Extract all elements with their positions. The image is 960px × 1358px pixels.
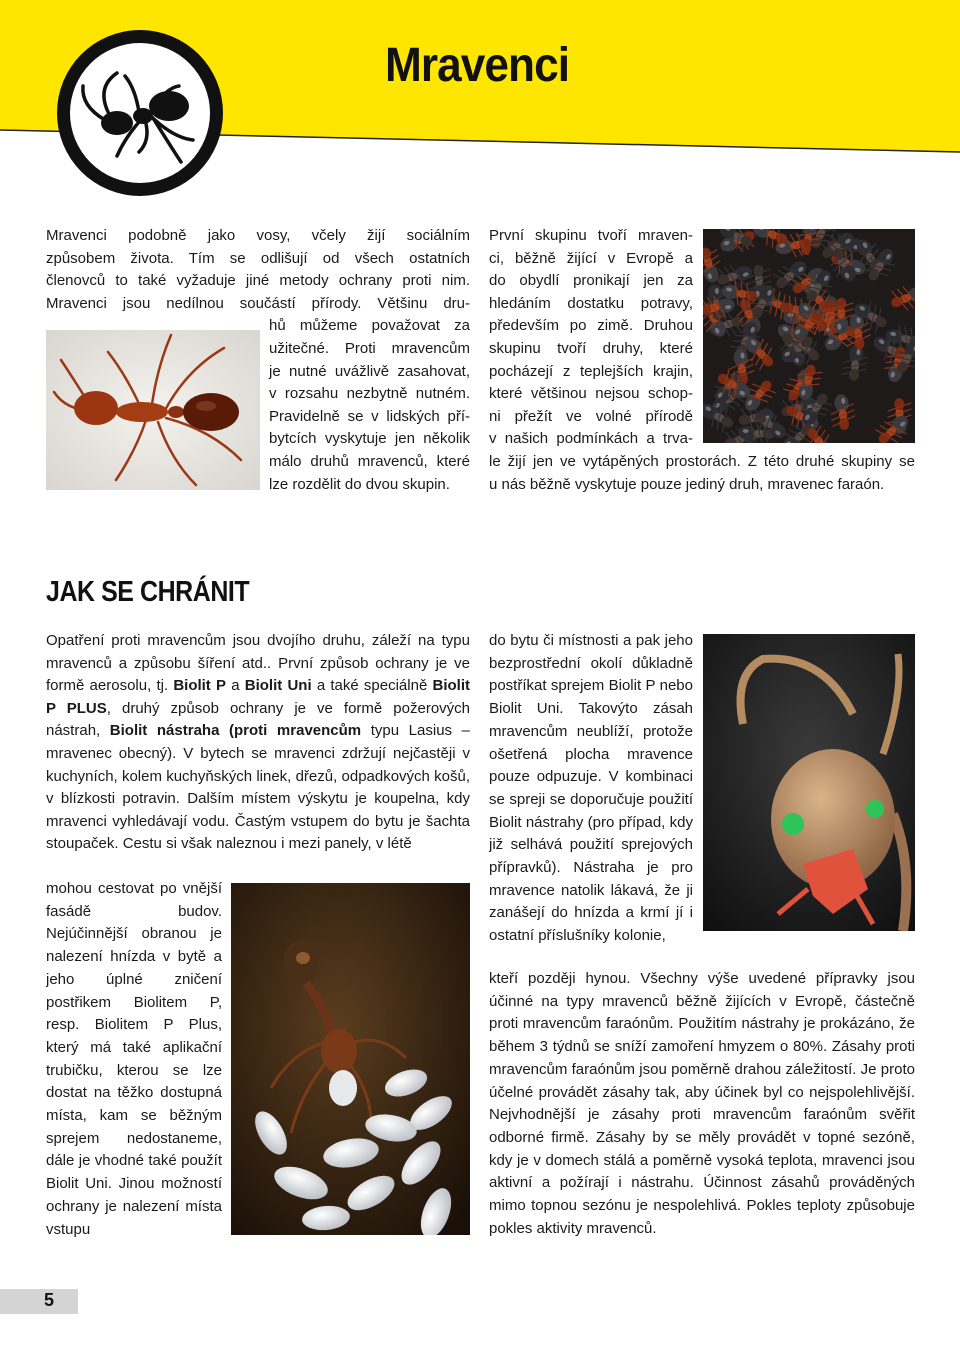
text-line: le žijí jen ve vytápěných prostorách. Z této druhé skupiny se [489,452,915,470]
protection-paragraph-narrow: mohou cestovat po vnější fasádě budov. Nejúčinnější obranou je nalezení hnízda v bytě a jeho úplné zničení postřikem Biolitem P, resp. Biolitem P Plus, který má také aplikační trubičku, kterou se lze dostat na těžko dostupná místa, kam se běžným sprejem nedostaneme, dále je vhodné také použít Biolit Uni. Jinou možností ochrany je nalezení místa vstupu [46,880,222,1238]
text-line: v rozsahu nezbytně nutném. [269,385,470,403]
protection-paragraph-right: do bytu či místnosti a pak jeho bezprostřední okolí důkladně postříkat sprejem Biolit P nebo Biolit Uni. Takovýto zásah mravencům neublíží, protože ošetřená plocha mravence pouze odpuzuje. V kombinaci se spreji se doporučuje použití Biolit nástrahy (pro případ, kdy již selhává použití sprejových přípravků). Nástraha je pro mravence natolik lákavá, že ji zanášejí do hnízda a krmí jí i ostatní příslušníky kolonie, [489,632,693,945]
ant-larvae-photo [231,883,470,1235]
text-line: skupinu tvoří druhy, které [489,339,693,357]
page-title: Mravenci [385,39,570,92]
text-line: v našich podmínkách a trva- [489,430,693,448]
text-line: bytcích vyskytuje jen několik [269,430,470,448]
text-line: Pravidelně se v lidských pří- [269,407,470,425]
text-line: členovců to také vyžaduje jiné metody ochrany proti nim. [46,272,470,290]
text-line: do obydlí pronikají jen za [489,272,693,290]
text-line: ci, běžně žijící v Evropě a [489,249,693,267]
page-number-box [0,1289,78,1314]
text-line: způsobem života. Tím se odlišují od všech ostatních [46,249,470,267]
ant-head-micrograph-photo [703,634,915,931]
text-line: užitečné. Proti mravencům [269,339,470,357]
single-ant-photo [46,330,260,490]
section-heading: JAK SE CHRÁNIT [46,576,250,608]
text-line: hů můžeme považovat za [269,317,470,335]
text-line: málo druhů mravenců, které [269,452,470,470]
text-line: u nás běžně vyskytuje pouze jediný druh, mravenec faraón. [489,475,885,493]
protection-paragraph-right-wide: kteří později hynou. Všechny výše uvedené přípravky jsou účinné na typy mravenců běžně žijících v Evropě, částečně proti mravencům faraónům. Použitím nástrahy je prokázáno, že během 3 týdnů se sníží zamoření hmyzem o 80%. Zásahy proti mravencům faraónům jsou poměrně drahou záležitostí. Je proto účelné provádět zásahy tak, aby účinek byl co nejspolehlivější. Nejvhodnější je zásahy proti mravencům faraónům svěřit odborné firmě. Zásahy by se měly provádět v topné sezóně, kdy je v domech stálá a poměrně vysoká teplota, mravenci jsou aktivní a požírají i nástrahu. Účinnost zásahů prováděných mimo topnou sezónu je nespolehlivá. Pokles teploty způsobuje pokles aktivity mravenců. [489,970,915,1237]
text-line: První skupinu tvoří mraven- [489,227,693,244]
protection-paragraph: Opatření proti mravencům jsou dvojího druhu, záleží na typu mravenců a způsobu šíření atd.. První způsob ochrany je ve formě aerosolu, tj. Biolit P a Biolit Uni a také speciálně Biolit P PLUS, druhý způsob ochrany je ve formě požerových nástrah, Biolit nástraha (proti mravencům typu Lasius – mravenec obecný). V bytech se mravenci zdržují nejčastěji v kuchyních, kolem kuchyňských linek, dřezů, odpadkových košů, v blízkosti potravin. Dalším místem výskytu je koupelna, kdy mravenci vyhledávají vodu. Častým vstupem do bytu je šachta stoupaček. Cestu si však naleznou i mezi panely, v létě [46,632,470,853]
text-line: které většinou nejsou schop- [489,385,693,403]
page-number: 5 [44,1290,55,1310]
text-line: Mravenci podobně jako vosy, včely žijí sociálním [46,227,470,244]
text-line: pocházejí z teplejších krajin, [489,362,693,380]
ant-swarm-photo [703,229,915,443]
ant-icon [55,28,225,198]
text-line: lze rozdělit do dvou skupin. [269,475,450,493]
text-line: je nutné uvážlivě zasahovat, [269,362,470,380]
text-line: ni přežít ve volné přírodě [489,407,693,425]
text-line: Mravenci jsou nedílnou součástí přírody. Většinu dru- [46,294,470,312]
text-line: hledáním dostatku potravy, [489,294,693,312]
text-line: především po zimě. Druhou [489,317,693,335]
